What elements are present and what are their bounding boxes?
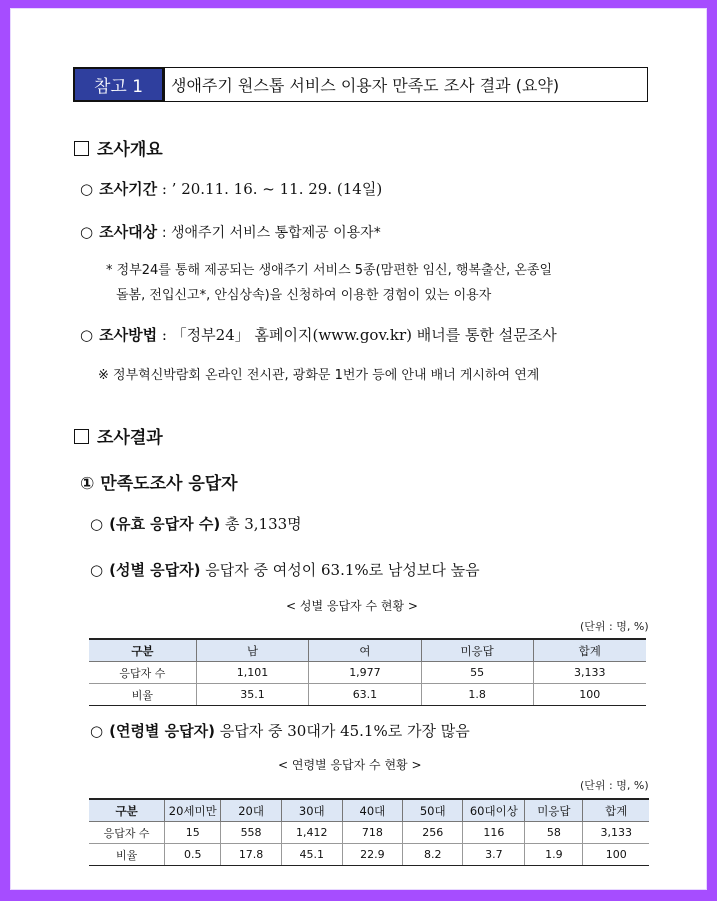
square-bullet-icon bbox=[74, 429, 89, 444]
table-header-cell: 여 bbox=[309, 639, 421, 662]
section-results-heading bbox=[74, 423, 163, 448]
table-header-row bbox=[89, 799, 649, 822]
table-cell: 1.9 bbox=[525, 844, 583, 866]
table-header-cell: 20대 bbox=[221, 799, 281, 822]
section-overview-heading bbox=[74, 135, 163, 160]
table-cell: 15 bbox=[165, 822, 221, 844]
circle-bullet-icon: ○ bbox=[90, 722, 104, 740]
overview-heading-text: 조사개요 bbox=[97, 140, 163, 160]
table-header-cell: 30대 bbox=[281, 799, 342, 822]
gender-value: 응답자 중 여성이 63.1%로 남성보다 높음 bbox=[205, 561, 480, 579]
gender-label: (성별 응답자) bbox=[109, 561, 201, 579]
age-respondents-row bbox=[90, 720, 470, 741]
age-table-caption: < 연령별 응답자 수 현황 > bbox=[278, 758, 422, 772]
age-table bbox=[89, 798, 649, 866]
table-header-cell: 미응답 bbox=[525, 799, 583, 822]
reference-title-text: 생애주기 원스톱 서비스 이용자 만족도 조사 결과 (요약) bbox=[171, 76, 560, 95]
circle-bullet-icon: ○ bbox=[80, 326, 94, 344]
table-cell: 응답자 수 bbox=[89, 822, 165, 844]
gender-table-unit: (단위 : 명, %) bbox=[580, 620, 649, 633]
table-cell: 35.1 bbox=[196, 684, 308, 706]
table-cell: 718 bbox=[342, 822, 402, 844]
table-cell: 비율 bbox=[89, 844, 165, 866]
circle-bullet-icon: ○ bbox=[80, 180, 94, 198]
table-header-cell: 합계 bbox=[533, 639, 646, 662]
survey-method-row bbox=[80, 324, 557, 345]
survey-period-row bbox=[80, 178, 382, 199]
gender-respondents-row bbox=[90, 559, 480, 580]
gender-table bbox=[89, 638, 646, 706]
table-header-cell: 구분 bbox=[89, 799, 165, 822]
table-cell: 100 bbox=[533, 684, 646, 706]
table-cell: 116 bbox=[463, 822, 525, 844]
circle-bullet-icon: ○ bbox=[80, 223, 94, 241]
table-row bbox=[89, 822, 649, 844]
table-header-row bbox=[89, 639, 646, 662]
table-cell: 3,133 bbox=[533, 662, 646, 684]
gender-table-caption: < 성별 응답자 수 현황 > bbox=[286, 599, 418, 613]
table-cell: 100 bbox=[583, 844, 649, 866]
table-cell: 17.8 bbox=[221, 844, 281, 866]
circle-bullet-icon: ○ bbox=[90, 561, 104, 579]
table-header-cell: 구분 bbox=[89, 639, 196, 662]
method-value: : 「정부24」 홈페이지(www.gov.kr) 배너를 통한 설문조사 bbox=[161, 326, 557, 344]
respondents-subheading: ① 만족도조사 응답자 bbox=[80, 474, 238, 494]
reference-title bbox=[164, 67, 648, 102]
table-cell: 3,133 bbox=[583, 822, 649, 844]
table-row bbox=[89, 662, 646, 684]
period-value: : ’ 20.11. 16. ~ 11. 29. (14일) bbox=[161, 180, 383, 198]
circle-bullet-icon: ○ bbox=[90, 515, 104, 533]
table-cell: 1,101 bbox=[196, 662, 308, 684]
table-cell: 비율 bbox=[89, 684, 196, 706]
table-cell: 8.2 bbox=[403, 844, 463, 866]
table-cell: 1,412 bbox=[281, 822, 342, 844]
table-cell: 3.7 bbox=[463, 844, 525, 866]
valid-value: 총 3,133명 bbox=[224, 515, 302, 533]
table-header-cell: 합계 bbox=[583, 799, 649, 822]
table-header-cell: 50대 bbox=[403, 799, 463, 822]
method-label: 조사방법 bbox=[99, 326, 158, 344]
table-header-cell: 남 bbox=[196, 639, 308, 662]
document-page bbox=[10, 8, 707, 890]
table-header-cell: 미응답 bbox=[421, 639, 533, 662]
table-header-cell: 20세미만 bbox=[165, 799, 221, 822]
results-heading-text: 조사결과 bbox=[97, 428, 163, 448]
table-cell: 256 bbox=[403, 822, 463, 844]
table-cell: 응답자 수 bbox=[89, 662, 196, 684]
table-cell: 45.1 bbox=[281, 844, 342, 866]
table-header-cell: 60대이상 bbox=[463, 799, 525, 822]
target-label: 조사대상 bbox=[99, 223, 158, 241]
valid-label: (유효 응답자 수) bbox=[109, 515, 221, 533]
table-row bbox=[89, 684, 646, 706]
age-table-unit: (단위 : 명, %) bbox=[580, 779, 649, 792]
target-note-line1: * 정부24를 통해 제공되는 생애주기 서비스 5종(맘편한 임신, 행복출산, 온종일 bbox=[106, 263, 553, 278]
age-label: (연령별 응답자) bbox=[109, 722, 215, 740]
table-cell: 1.8 bbox=[421, 684, 533, 706]
table-cell: 0.5 bbox=[165, 844, 221, 866]
target-value: : 생애주기 서비스 통합제공 이용자* bbox=[161, 225, 381, 241]
table-cell: 1,977 bbox=[309, 662, 421, 684]
table-header-cell: 40대 bbox=[342, 799, 402, 822]
table-row bbox=[89, 844, 649, 866]
table-cell: 22.9 bbox=[342, 844, 402, 866]
table-cell: 55 bbox=[421, 662, 533, 684]
reference-tag: 참고 1 bbox=[73, 67, 164, 102]
age-value: 응답자 중 30대가 45.1%로 가장 많음 bbox=[219, 722, 470, 740]
table-cell: 63.1 bbox=[309, 684, 421, 706]
period-label: 조사기간 bbox=[99, 180, 158, 198]
survey-target-row bbox=[80, 221, 381, 242]
table-cell: 558 bbox=[221, 822, 281, 844]
target-note-line2: 돌봄, 전입신고*, 안심상속)을 신청하여 이용한 경험이 있는 이용자 bbox=[116, 288, 492, 303]
table-cell: 58 bbox=[525, 822, 583, 844]
valid-respondents-row bbox=[90, 513, 302, 534]
square-bullet-icon bbox=[74, 141, 89, 156]
method-note: ※ 정부혁신박람회 온라인 전시관, 광화문 1번가 등에 안내 배너 게시하여 연계 bbox=[98, 368, 540, 383]
